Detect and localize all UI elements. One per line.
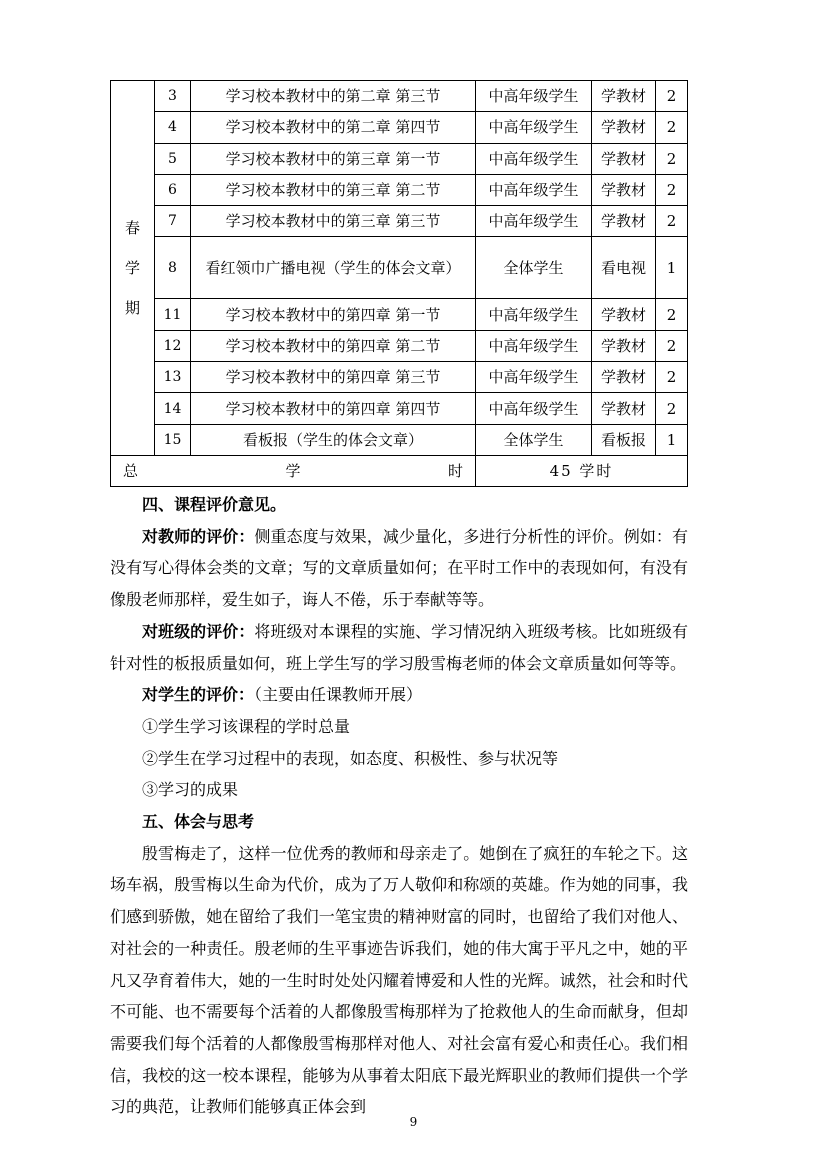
row-target: 全体学生 <box>476 424 592 455</box>
row-number: 7 <box>155 206 191 237</box>
row-number: 14 <box>155 393 191 424</box>
row-method: 学教材 <box>592 81 656 112</box>
season-cell <box>111 81 155 456</box>
section-heading: 四、课程评价意见。 <box>142 495 287 514</box>
row-content: 学习校本教材中的第二章 第三节 <box>191 81 476 112</box>
row-hours: 2 <box>656 330 688 361</box>
row-hours: 2 <box>656 143 688 174</box>
row-method: 学教材 <box>592 393 656 424</box>
total-value: 45 学时 <box>476 455 688 486</box>
row-number: 13 <box>155 362 191 393</box>
row-target: 中高年级学生 <box>476 174 592 205</box>
row-number: 3 <box>155 81 191 112</box>
row-hours: 2 <box>656 362 688 393</box>
table-row <box>111 424 688 455</box>
row-hours: 2 <box>656 393 688 424</box>
row-content: 学习校本教材中的第二章 第四节 <box>191 112 476 143</box>
row-content: 学习校本教材中的第四章 第二节 <box>191 330 476 361</box>
row-content: 看板报（学生的体会文章） <box>191 424 476 455</box>
teacher-evaluation <box>110 521 688 616</box>
student-evaluation-text: （主要由任课教师开展） <box>254 685 423 705</box>
teacher-evaluation-text: 侧重态度与效果，减少量化，多进行分析性的评价。例如：有没有写心得体会类的文章；写的文章质量如何；在平时工作中的表现如何，有没有像殷老师那样，爱生如子，诲人不倦，乐于奉献等等。 <box>110 526 688 610</box>
row-content: 学习校本教材中的第三章 第二节 <box>191 174 476 205</box>
row-method: 看电视 <box>592 237 656 299</box>
schedule-body <box>111 81 688 487</box>
table-row <box>111 112 688 143</box>
row-target: 中高年级学生 <box>476 393 592 424</box>
season-char: 学 <box>124 258 140 277</box>
list-item: ②学生在学习过程中的表现，如态度、积极性、参与状况等 <box>142 748 559 768</box>
table-row <box>111 237 688 299</box>
class-evaluation <box>110 616 688 679</box>
row-method: 学教材 <box>592 174 656 205</box>
row-hours: 1 <box>656 424 688 455</box>
total-label-char: 时 <box>447 461 463 480</box>
row-target: 中高年级学生 <box>476 81 592 112</box>
row-method: 学教材 <box>592 206 656 237</box>
row-method: 学教材 <box>592 362 656 393</box>
table-row <box>111 299 688 330</box>
row-method: 学教材 <box>592 143 656 174</box>
table-row <box>111 362 688 393</box>
row-target: 中高年级学生 <box>476 143 592 174</box>
row-number: 15 <box>155 424 191 455</box>
student-evaluation <box>110 679 688 711</box>
row-number: 8 <box>155 237 191 299</box>
row-content: 学习校本教材中的第三章 第三节 <box>191 206 476 237</box>
row-hours: 2 <box>656 112 688 143</box>
teacher-evaluation-label: 对教师的评价： <box>142 526 255 546</box>
section-heading: 五、体会与思考 <box>142 812 255 832</box>
list-item: ③学习的成果 <box>142 780 239 800</box>
reflection-paragraph: 殷雪梅走了，这样一位优秀的教师和母亲走了。她倒在了疯狂的车轮之下。这场车祸，殷雪梅以生命为代价，成为了万人敬仰和称颂的英雄。作为她的同事，我们感到骄傲，她在留给了我们一笔宝贵的精神财富的同时，也留给了我们对他人、对社会的一种责任。殷老师的生平事迹告诉我们，她的伟大寓于平凡之中，她的平凡又孕育着伟大，她的一生时时处处闪耀着博爱和人性的光辉。诚然，社会和时代不可能、也不需要每个活着的人都像殷雪梅那样为了抢救他人的生命而献身，但却需要我们每个活着的人都像殷雪梅那样对他人、对社会富有爱心和责任心。我们相信，我校的这一校本课程，能够为从事着太阳底下最光辉职业的教师们提供一个学习的典范，让教师们能够真正体会到 <box>110 843 688 1117</box>
body-text <box>110 489 688 1123</box>
row-content: 学习校本教材中的第四章 第三节 <box>191 362 476 393</box>
row-hours: 2 <box>656 174 688 205</box>
row-target: 中高年级学生 <box>476 330 592 361</box>
table-row <box>111 206 688 237</box>
row-method: 学教材 <box>592 112 656 143</box>
row-number: 5 <box>155 143 191 174</box>
row-target: 中高年级学生 <box>476 206 592 237</box>
row-number: 4 <box>155 112 191 143</box>
total-row <box>111 455 688 486</box>
row-method: 学教材 <box>592 299 656 330</box>
table-row <box>111 143 688 174</box>
table-row <box>111 393 688 424</box>
row-hours: 2 <box>656 299 688 330</box>
table-row <box>111 81 688 112</box>
season-char: 期 <box>124 298 140 317</box>
season-char: 春 <box>124 218 140 237</box>
class-evaluation-label: 对班级的评价： <box>142 621 255 641</box>
row-target: 全体学生 <box>476 237 592 299</box>
course-schedule-table <box>110 80 688 487</box>
row-number: 11 <box>155 299 191 330</box>
total-label-char: 学 <box>285 461 301 480</box>
row-hours: 1 <box>656 237 688 299</box>
row-target: 中高年级学生 <box>476 362 592 393</box>
row-method: 看板报 <box>592 424 656 455</box>
row-content: 学习校本教材中的第四章 第一节 <box>191 299 476 330</box>
total-label-char: 总 <box>123 461 139 480</box>
row-content: 学习校本教材中的第三章 第一节 <box>191 143 476 174</box>
table-row <box>111 174 688 205</box>
table-row <box>111 330 688 361</box>
row-number: 12 <box>155 330 191 361</box>
class-evaluation-text: 将班级对本课程的实施、学习情况纳入班级考核。比如班级有针对性的板报质量如何，班上学生写的学习殷雪梅老师的体会文章质量如何等等。 <box>110 621 688 673</box>
row-target: 中高年级学生 <box>476 299 592 330</box>
row-hours: 2 <box>656 206 688 237</box>
page-number: 9 <box>409 1115 418 1129</box>
student-evaluation-label: 对学生的评价： <box>142 685 255 705</box>
row-method: 学教材 <box>592 330 656 361</box>
row-content: 看红领巾广播电视（学生的体会文章） <box>191 237 476 299</box>
list-item: ①学生学习该课程的学时总量 <box>142 716 351 736</box>
row-target: 中高年级学生 <box>476 112 592 143</box>
total-label-cell <box>111 455 476 486</box>
row-hours: 2 <box>656 81 688 112</box>
row-number: 6 <box>155 174 191 205</box>
row-content: 学习校本教材中的第四章 第四节 <box>191 393 476 424</box>
